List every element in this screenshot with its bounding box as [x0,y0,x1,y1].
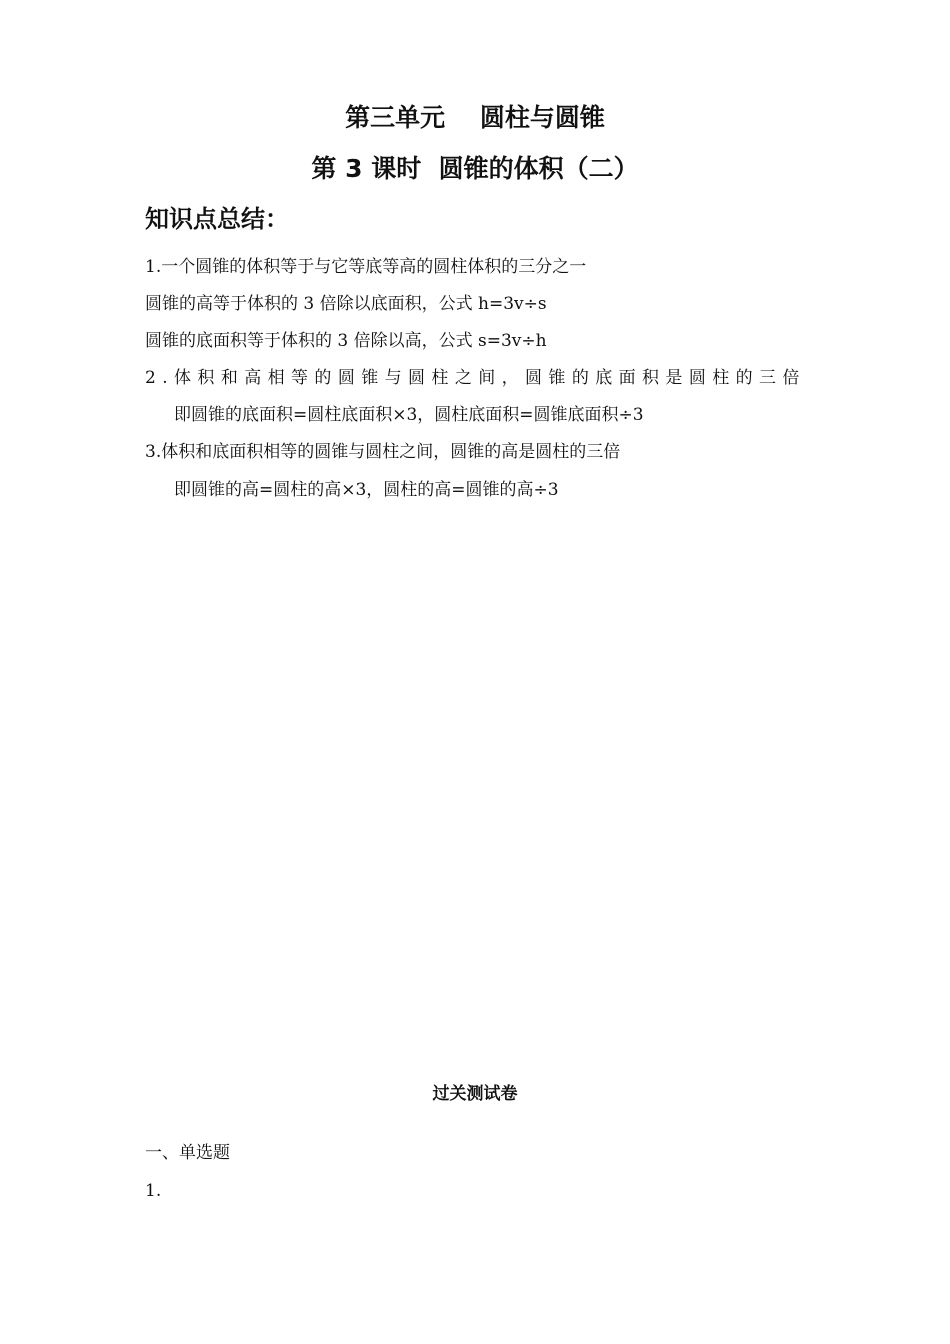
summary-line: 2.体积和高相等的圆锥与圆柱之间，圆锥的底面积是圆柱的三倍 [145,368,806,388]
unit-title: 第三单元 圆柱与圆锥 [345,103,605,132]
section-heading: 一、单选题 [145,1143,230,1163]
lesson-title: 第 3 课时 圆锥的体积（二） [311,154,639,183]
question-number: 1. [145,1181,162,1201]
summary-line: 1.一个圆锥的体积等于与它等底等高的圆柱体积的三分之一 [145,257,587,277]
summary-line: 3.体积和底面积相等的圆锥与圆柱之间，圆锥的高是圆柱的三倍 [145,442,621,462]
summary-line: 即圆锥的底面积=圆柱底面积×3，圆柱底面积=圆锥底面积÷3 [174,405,644,425]
summary-line: 即圆锥的高=圆柱的高×3，圆柱的高=圆锥的高÷3 [174,480,559,500]
summary-line: 圆锥的高等于体积的 3 倍除以底面积，公式 h=3v÷s [145,294,547,314]
summary-heading: 知识点总结： [145,205,289,233]
summary-line: 圆锥的底面积等于体积的 3 倍除以高，公式 s=3v÷h [145,331,547,351]
quiz-title: 过关测试卷 [432,1084,518,1104]
